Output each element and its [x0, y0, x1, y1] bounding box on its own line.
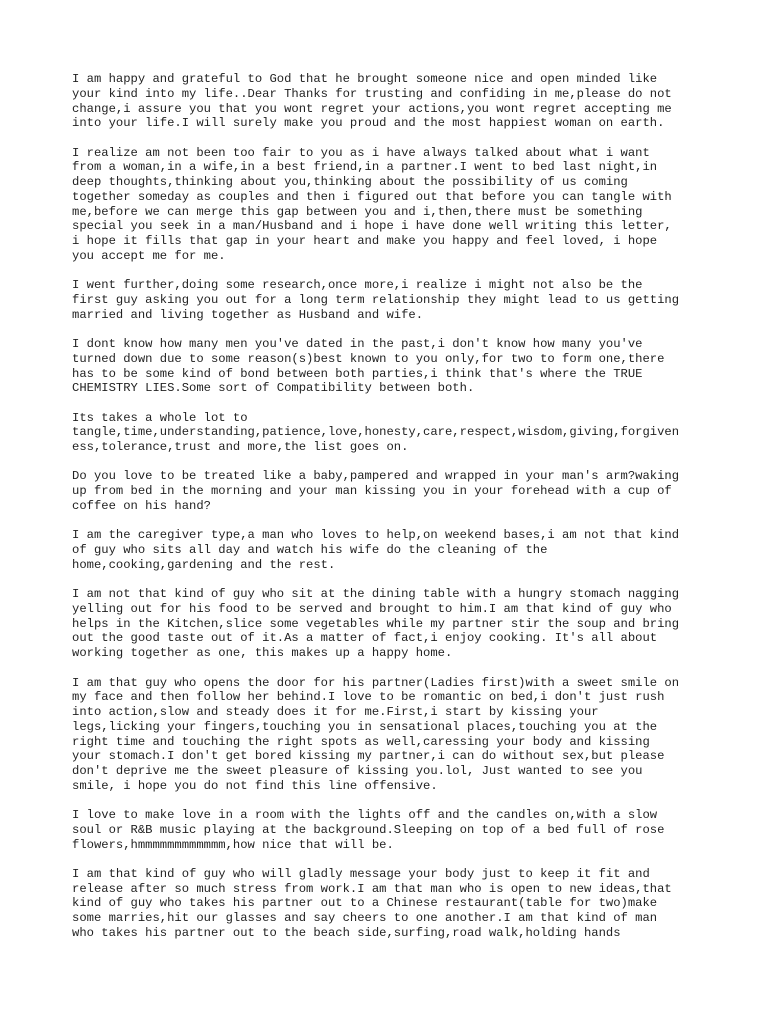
paragraph-6: Do you love to be treated like a baby,pampered and wrapped in your man's arm?waking up from bed in the morning and your man kissing you in your forehead with a cup of coffee on his hand?: [72, 469, 680, 513]
paragraph-8: I am not that kind of guy who sit at the dining table with a hungry stomach nagging yelling out for his food to be served and brought to him.I am that kind of guy who helps in the Kitchen,slice some vegetables while my partner stir the soup and bring out the good taste out of it.As a matter of fact,i enjoy cooking. It's all about working together as one, this makes up a happy home.: [72, 587, 680, 661]
paragraph-2: I realize am not been too fair to you as i have always talked about what i want from a woman,in a wife,in a best friend,in a partner.I went to bed last night,in deep thoughts,thinking about you,thinking about the possibility of us coming together someday as couples and then i figured out that before you can tangle with me,before we can merge this gap between you and i,then,there must be something special you seek in a man/Husband and i hope i have done well writing this letter, i hope it fills that gap in your heart and make you happy and feel loved, i hope you accept me for me.: [72, 145, 672, 263]
paragraph-4: I dont know how many men you've dated in the past,i don't know how many you've turned down due to some reason(s)best known to you only,for two to form one,there has to be some kind of bond between both parties,i think that's where the TRUE CHEMISTRY LIES.Some sort of Compatibility between both.: [72, 337, 665, 396]
paragraph-10: I love to make love in a room with the lights off and the candles on,with a slow soul or R&B music playing at the background.Sleeping on top of a bed full of rose flowers,hmmmmmmmmmmmm,how nice that will be.: [72, 808, 665, 852]
paragraph-11: I am that kind of guy who will gladly message your body just to keep it fit and release after so much stress from work.I am that man who is open to new ideas,that kind of guy who takes his partner out to a Chinese restaurant(table for two)make some marries,hit our glasses and say cheers to one another.I am that kind of man who takes his partner out to the beach side,surfing,road walk,holding hands: [72, 866, 672, 940]
paragraph-7: I am the caregiver type,a man who loves to help,on weekend bases,i am not that kind of guy who sits all day and watch his wife do the cleaning of the home,cooking,gardening and the rest.: [72, 528, 680, 572]
document-page: [72, 72, 712, 955]
paragraph-1: I am happy and grateful to God that he brought someone nice and open minded like your kind into my life..Dear Thanks for trusting and confiding in me,please do not change,i assure you that you wont regret your actions,you wont regret accepting me into your life.I will surely make you proud and the most happiest woman on earth.: [72, 72, 672, 131]
paragraph-3: I went further,doing some research,once more,i realize i might not also be the first guy asking you out for a long term relationship they might lead to us getting married and living together as Husband and wife.: [72, 278, 680, 322]
paragraph-9: I am that guy who opens the door for his partner(Ladies first)with a sweet smile on my face and then follow her behind.I love to be romantic on bed,i don't just rush into action,slow and steady does it for me.First,i start by kissing your legs,licking your fingers,touching you in sensational places,touching you at the right time and touching the right spots as well,caressing your body and kissing your stomach.I don't get bored kissing my partner,i can do without sex,but please don't deprive me the sweet pleasure of kissing you.lol, Just wanted to see you smile, i hope you do not find this line offensive.: [72, 675, 680, 793]
paragraph-5: Its takes a whole lot to tangle,time,understanding,patience,love,honesty,care,respect,wisdom,giving,forgiven ess,tolerance,trust and more,the list goes on.: [72, 410, 680, 455]
